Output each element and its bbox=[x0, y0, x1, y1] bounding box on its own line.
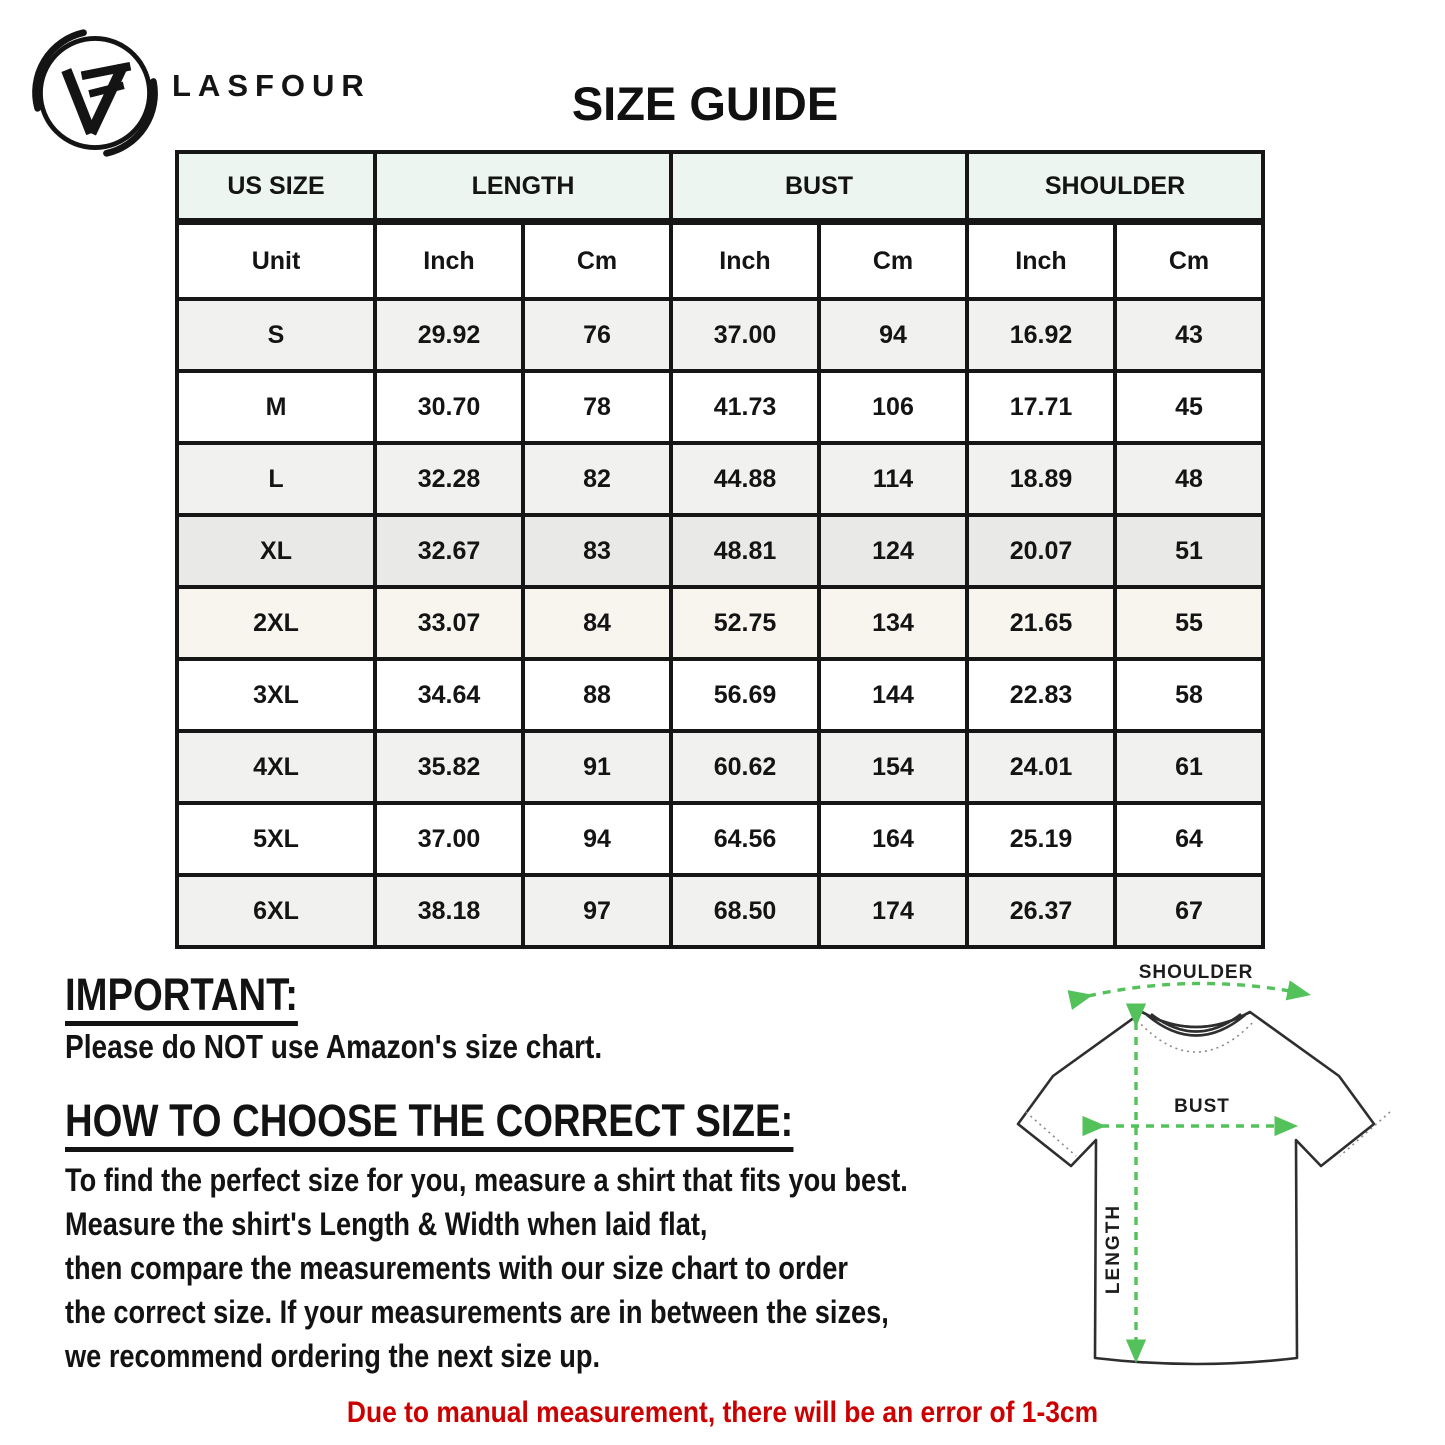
howto-line: To find the perfect size for you, measure a shirt that fits you best. bbox=[65, 1162, 908, 1198]
measurement-cell: 56.69 bbox=[671, 659, 819, 731]
unit-header-cell: Cm bbox=[523, 222, 671, 300]
col-header-length: LENGTH bbox=[375, 152, 671, 222]
measurement-cell: 21.65 bbox=[967, 587, 1115, 659]
size-row-2XL bbox=[177, 587, 1263, 659]
measurement-cell: 25.19 bbox=[967, 803, 1115, 875]
measurement-cell: 41.73 bbox=[671, 371, 819, 443]
measurement-cell: 60.62 bbox=[671, 731, 819, 803]
measurement-error-note: Due to manual measurement, there will be an error of 1-3cm bbox=[346, 1396, 1099, 1429]
measurement-cell: 82 bbox=[523, 443, 671, 515]
size-label-cell: XL bbox=[177, 515, 375, 587]
measurement-cell: 83 bbox=[523, 515, 671, 587]
measurement-cell: 68.50 bbox=[671, 875, 819, 947]
measurement-cell: 55 bbox=[1115, 587, 1263, 659]
size-table-body bbox=[177, 299, 1263, 947]
measurement-cell: 44.88 bbox=[671, 443, 819, 515]
measurement-cell: 48.81 bbox=[671, 515, 819, 587]
brand-wordmark: LASFOUR bbox=[172, 68, 371, 103]
col-header-bust: BUST bbox=[671, 152, 967, 222]
size-label-cell: M bbox=[177, 371, 375, 443]
measurement-cell: 64.56 bbox=[671, 803, 819, 875]
measurement-cell: 45 bbox=[1115, 371, 1263, 443]
measurement-cell: 91 bbox=[523, 731, 671, 803]
important-text: Please do NOT use Amazon's size chart. bbox=[65, 1028, 603, 1065]
unit-header-cell: Inch bbox=[671, 222, 819, 300]
table-unit-header-row bbox=[177, 222, 1263, 300]
measurement-cell: 97 bbox=[523, 875, 671, 947]
measurement-cell: 29.92 bbox=[375, 299, 523, 371]
size-row-4XL bbox=[177, 731, 1263, 803]
size-label-cell: 2XL bbox=[177, 587, 375, 659]
measurement-cell: 37.00 bbox=[375, 803, 523, 875]
measurement-cell: 164 bbox=[819, 803, 967, 875]
unit-header-cell: Cm bbox=[1115, 222, 1263, 300]
measurement-cell: 61 bbox=[1115, 731, 1263, 803]
unit-header-cell: Cm bbox=[819, 222, 967, 300]
measurement-cell: 17.71 bbox=[967, 371, 1115, 443]
unit-header-cell: Unit bbox=[177, 222, 375, 300]
col-header-shoulder: SHOULDER bbox=[967, 152, 1263, 222]
measurement-cell: 43 bbox=[1115, 299, 1263, 371]
measurement-cell: 24.01 bbox=[967, 731, 1115, 803]
measurement-cell: 94 bbox=[819, 299, 967, 371]
howto-line: we recommend ordering the next size up. bbox=[65, 1338, 601, 1374]
size-row-6XL bbox=[177, 875, 1263, 947]
howto-line: the correct size. If your measurements are in between the sizes, bbox=[65, 1294, 889, 1330]
measurement-cell: 34.64 bbox=[375, 659, 523, 731]
measurement-cell: 51 bbox=[1115, 515, 1263, 587]
size-table-container bbox=[175, 150, 1265, 949]
measurement-cell: 32.67 bbox=[375, 515, 523, 587]
measurement-cell: 38.18 bbox=[375, 875, 523, 947]
size-label-cell: S bbox=[177, 299, 375, 371]
measurement-cell: 18.89 bbox=[967, 443, 1115, 515]
size-row-L bbox=[177, 443, 1263, 515]
measurement-cell: 22.83 bbox=[967, 659, 1115, 731]
howto-paragraph bbox=[65, 1158, 908, 1378]
measurement-cell: 84 bbox=[523, 587, 671, 659]
size-row-XL bbox=[177, 515, 1263, 587]
measurement-cell: 35.82 bbox=[375, 731, 523, 803]
brand-logo-icon bbox=[26, 26, 164, 160]
measurement-cell: 88 bbox=[523, 659, 671, 731]
measurement-cell: 124 bbox=[819, 515, 967, 587]
important-heading: IMPORTANT: bbox=[65, 972, 298, 1026]
measurement-cell: 106 bbox=[819, 371, 967, 443]
measurement-cell: 134 bbox=[819, 587, 967, 659]
size-label-cell: L bbox=[177, 443, 375, 515]
measurement-cell: 76 bbox=[523, 299, 671, 371]
shirt-measurement-diagram bbox=[998, 952, 1418, 1392]
measurement-cell: 144 bbox=[819, 659, 967, 731]
measurement-cell: 52.75 bbox=[671, 587, 819, 659]
shirt-outline bbox=[1018, 1012, 1374, 1364]
size-row-S bbox=[177, 299, 1263, 371]
measurement-cell: 20.07 bbox=[967, 515, 1115, 587]
size-label-cell: 3XL bbox=[177, 659, 375, 731]
page-title: SIZE GUIDE bbox=[571, 77, 839, 130]
measurement-cell: 94 bbox=[523, 803, 671, 875]
measurement-cell: 154 bbox=[819, 731, 967, 803]
size-label-cell: 5XL bbox=[177, 803, 375, 875]
howto-line: then compare the measurements with our size chart to order bbox=[65, 1250, 848, 1286]
unit-header-cell: Inch bbox=[967, 222, 1115, 300]
measurement-cell: 48 bbox=[1115, 443, 1263, 515]
howto-line: Measure the shirt's Length & Width when laid flat, bbox=[65, 1206, 708, 1242]
measurement-cell: 16.92 bbox=[967, 299, 1115, 371]
length-label: LENGTH bbox=[1103, 1203, 1124, 1295]
measurement-cell: 64 bbox=[1115, 803, 1263, 875]
size-row-5XL bbox=[177, 803, 1263, 875]
measurement-cell: 32.28 bbox=[375, 443, 523, 515]
size-row-M bbox=[177, 371, 1263, 443]
shoulder-arrow bbox=[1088, 983, 1306, 996]
size-label-cell: 6XL bbox=[177, 875, 375, 947]
size-label-cell: 4XL bbox=[177, 731, 375, 803]
measurement-cell: 37.00 bbox=[671, 299, 819, 371]
measurement-cell: 174 bbox=[819, 875, 967, 947]
measurement-cell: 33.07 bbox=[375, 587, 523, 659]
measurement-cell: 58 bbox=[1115, 659, 1263, 731]
unit-header-cell: Inch bbox=[375, 222, 523, 300]
col-header-us-size: US SIZE bbox=[177, 152, 375, 222]
measurement-cell: 114 bbox=[819, 443, 967, 515]
measurement-cell: 67 bbox=[1115, 875, 1263, 947]
measurement-cell: 30.70 bbox=[375, 371, 523, 443]
table-group-header-row bbox=[177, 152, 1263, 222]
size-row-3XL bbox=[177, 659, 1263, 731]
size-table bbox=[175, 150, 1265, 949]
measurement-cell: 26.37 bbox=[967, 875, 1115, 947]
howto-heading: HOW TO CHOOSE THE CORRECT SIZE: bbox=[65, 1098, 793, 1152]
shoulder-label: SHOULDER bbox=[1138, 962, 1254, 983]
measurement-cell: 78 bbox=[523, 371, 671, 443]
bust-label: BUST bbox=[1174, 1096, 1230, 1117]
